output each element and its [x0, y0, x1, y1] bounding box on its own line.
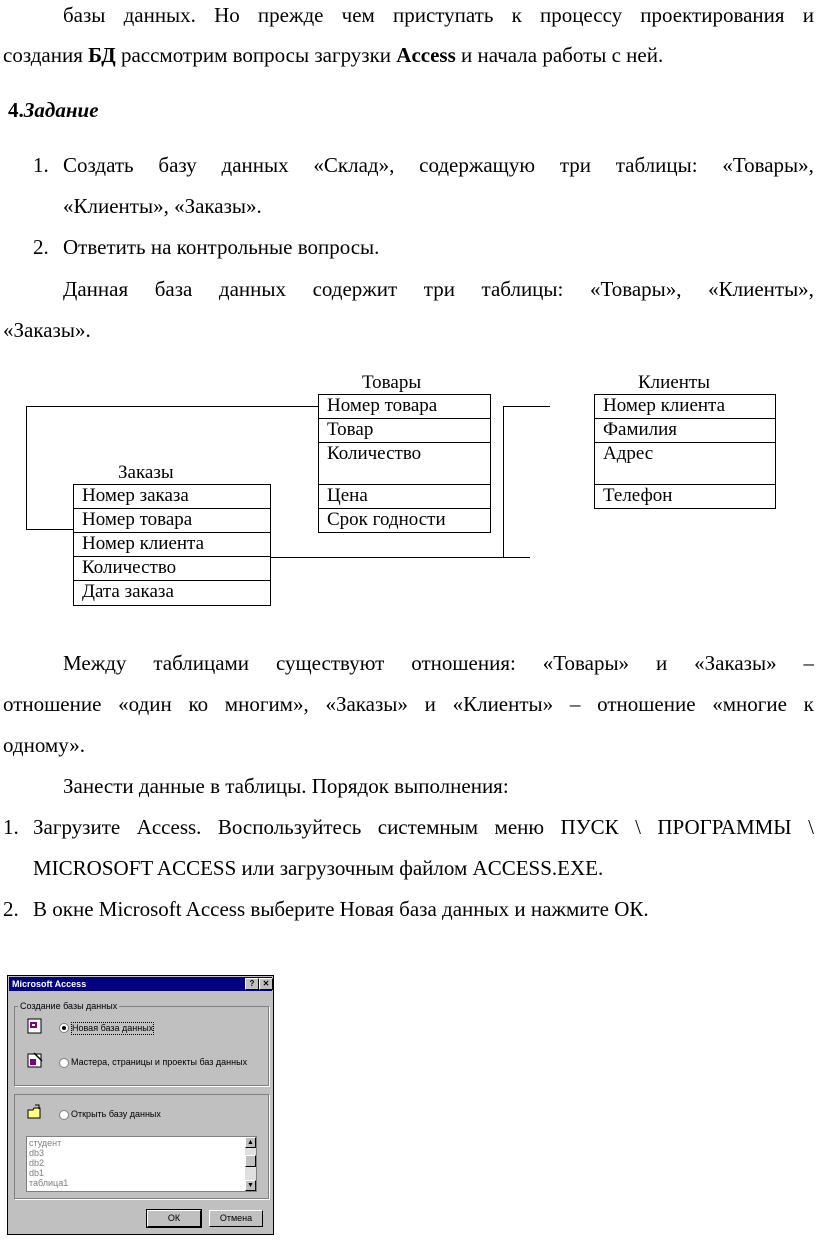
word: «один — [118, 692, 172, 716]
word: существуют — [275, 651, 385, 675]
section-title: Задание — [23, 98, 99, 122]
step-2-number: 2. — [3, 897, 19, 921]
word: отношения: — [411, 651, 516, 675]
tovary-field: Товар — [318, 418, 491, 443]
task-2-number: 2. — [33, 235, 49, 259]
option-open-database-label[interactable]: Открыть базу данных — [71, 1109, 161, 1119]
word: «многие — [712, 692, 787, 716]
radio-open-database[interactable] — [59, 1110, 69, 1120]
zakazy-field: Номер клиента — [73, 532, 271, 557]
new-database-icon — [26, 1017, 44, 1035]
word: приступать — [392, 3, 494, 27]
word: три — [423, 277, 455, 301]
word: \ — [808, 815, 814, 839]
list-item[interactable]: таблица1 — [29, 1178, 69, 1188]
tovary-field: Срок годности — [318, 508, 491, 533]
wizard-icon — [26, 1051, 44, 1069]
word: «Товары» — [542, 651, 630, 675]
step-1-line-2: MICROSOFT ACCESS или загрузочным файлом ACCESS.EXE. — [33, 856, 604, 880]
word: Access. — [136, 815, 202, 839]
radio-new-database[interactable] — [59, 1023, 69, 1033]
table-title-zakazy: Заказы — [118, 462, 174, 483]
word: многим», — [224, 692, 309, 716]
klienty-field: Адрес — [594, 442, 776, 485]
tovary-field: Цена — [318, 484, 491, 509]
klienty-field: Номер клиента — [594, 394, 776, 419]
paragraph-2-line-1 — [63, 276, 814, 302]
dialog-title-bar — [9, 977, 272, 991]
word: содержащую — [419, 153, 536, 177]
word: базы — [63, 3, 106, 27]
section-heading — [8, 97, 99, 123]
word: Между — [63, 651, 127, 675]
word: к — [803, 692, 814, 716]
list-item[interactable]: студент — [29, 1138, 62, 1148]
create-group-label: Создание базы данных — [20, 1001, 118, 1011]
word: Но — [214, 3, 240, 27]
zakazy-field: Количество — [73, 556, 271, 581]
word: Воспользуйтесь — [217, 815, 362, 839]
word: базу — [158, 153, 197, 177]
tovary-field: Количество — [318, 442, 491, 485]
paragraph-1-line-2: создания БД рассмотрим вопросы загрузки Access и начала работы с ней. — [3, 43, 664, 67]
option-new-database-label[interactable]: Новая база данных — [72, 1023, 154, 1033]
word: «Заказы» — [325, 692, 408, 716]
scroll-up-icon[interactable]: ▲ — [245, 1137, 256, 1148]
word: проектирования — [640, 3, 785, 27]
word: данных. — [123, 3, 196, 27]
word: отношение — [3, 692, 102, 716]
relation-line — [503, 406, 550, 407]
word: Загрузите — [33, 815, 121, 839]
word: ко — [188, 692, 209, 716]
list-item[interactable]: db1 — [29, 1168, 45, 1178]
list-item[interactable]: db2 — [29, 1158, 45, 1168]
table-title-klienty: Клиенты — [638, 372, 710, 393]
word: Создать — [63, 153, 134, 177]
paragraph-1-line-1 — [63, 2, 814, 28]
word: меню — [494, 815, 545, 839]
scroll-thumb[interactable] — [245, 1155, 256, 1167]
word: и — [655, 651, 668, 675]
tovary-field: Номер товара — [318, 394, 491, 419]
list-item[interactable]: db3 — [29, 1148, 45, 1158]
word: отношение — [597, 692, 696, 716]
dialog-title: Microsoft Access — [12, 979, 87, 989]
relation-line — [503, 406, 504, 558]
table-title-tovary: Товары — [362, 372, 422, 393]
task-2-line-1: Ответить на контрольные вопросы. — [63, 235, 380, 259]
recent-files-list[interactable] — [26, 1136, 257, 1192]
word: «Клиенты», — [708, 277, 814, 301]
word: ПУСК — [560, 815, 619, 839]
word: Данная — [63, 277, 129, 301]
access-startup-dialog — [7, 975, 274, 1235]
word: «Склад», — [313, 153, 395, 177]
word: база — [154, 277, 193, 301]
word: и — [424, 692, 436, 716]
word: к — [511, 3, 522, 27]
word: данных — [218, 277, 286, 301]
help-button[interactable]: ? — [245, 978, 259, 990]
task-1-line-2: «Клиенты», «Заказы». — [63, 194, 262, 218]
word: таблицы: — [481, 277, 564, 301]
section-number: 4. — [8, 98, 24, 122]
relation-line — [271, 557, 530, 558]
word: «Заказы» — [694, 651, 777, 675]
relation-line — [26, 406, 318, 407]
open-folder-icon — [26, 1103, 44, 1121]
word: данных — [221, 153, 289, 177]
klienty-field: Фамилия — [594, 418, 776, 443]
word: три — [559, 153, 591, 177]
create-database-group — [14, 1006, 269, 1086]
zakazy-field: Номер заказа — [73, 484, 271, 509]
cancel-button[interactable]: Отмена — [209, 1210, 263, 1227]
list-scrollbar[interactable] — [245, 1137, 256, 1191]
word: – — [803, 651, 814, 675]
word: таблицы: — [615, 153, 698, 177]
word: «Клиенты» — [452, 692, 554, 716]
step-1-number: 1. — [3, 815, 19, 839]
paragraph-3-line-1 — [63, 650, 814, 676]
paragraph-4-line-1: Занести данные в таблицы. Порядок выполнения: — [63, 774, 509, 798]
word: ПРОГРАММЫ — [657, 815, 792, 839]
word: системным — [377, 815, 479, 839]
klienty-field: Телефон — [594, 484, 776, 509]
zakazy-field: Номер товара — [73, 508, 271, 533]
word: прежде — [257, 3, 324, 27]
close-button[interactable]: ✕ — [259, 978, 273, 990]
option-wizard-label[interactable]: Мастера, страницы и проекты баз данных — [71, 1057, 248, 1067]
paragraph-3-line-2 — [3, 691, 814, 717]
radio-wizard[interactable] — [59, 1058, 69, 1068]
word: процессу — [539, 3, 623, 27]
step-2-line-1: В окне Microsoft Access выберите Новая база данных и нажмите ОК. — [33, 897, 649, 921]
ok-button[interactable]: ОК — [147, 1210, 201, 1227]
paragraph-2-line-2: «Заказы». — [3, 318, 91, 342]
paragraph-3-line-3: одному». — [3, 733, 85, 757]
word: «Товары», — [722, 153, 814, 177]
word: «Товары», — [589, 277, 682, 301]
relation-line — [26, 529, 73, 530]
task-1-number: 1. — [33, 153, 49, 177]
word: и — [802, 3, 814, 27]
step-1-line-1 — [33, 814, 814, 840]
word: \ — [635, 815, 641, 839]
relation-line — [26, 406, 27, 530]
word: содержит — [312, 277, 398, 301]
task-1-line-1 — [63, 152, 814, 178]
zakazy-field: Дата заказа — [73, 580, 271, 606]
scroll-down-icon[interactable]: ▼ — [245, 1180, 256, 1191]
word: – — [569, 692, 581, 716]
word: чем — [341, 3, 375, 27]
word: таблицами — [153, 651, 250, 675]
